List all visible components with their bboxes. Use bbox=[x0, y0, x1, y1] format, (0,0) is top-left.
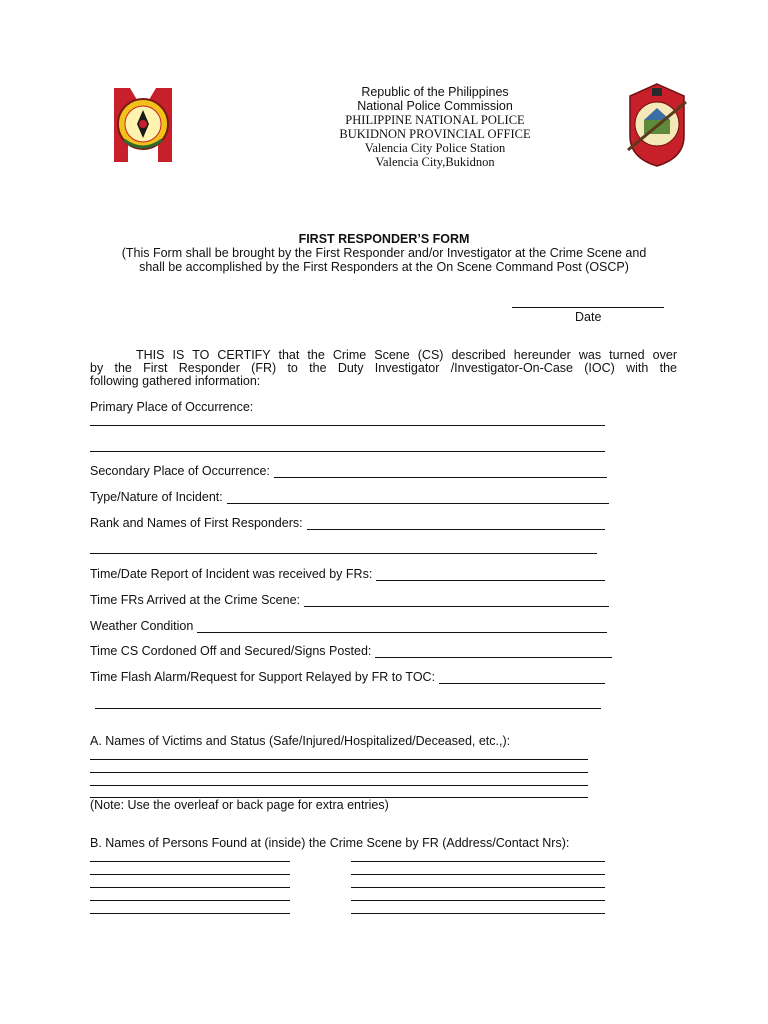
weather-field[interactable] bbox=[90, 619, 607, 633]
time-flash-label: Time Flash Alarm/Request for Support Relayed by FR to TOC: bbox=[90, 670, 436, 684]
header-republic: Republic of the Philippines bbox=[361, 85, 509, 99]
certify-line-1: THIS IS TO CERTIFY that the Crime Scene (CS) described hereunder was turned over bbox=[136, 348, 677, 362]
time-received-blank[interactable] bbox=[376, 570, 605, 581]
time-received-field[interactable] bbox=[90, 567, 605, 581]
certify-line-3: following gathered information: bbox=[90, 374, 261, 388]
secondary-place-blank[interactable] bbox=[274, 467, 607, 478]
time-cordoned-label: Time CS Cordoned Off and Secured/Signs Posted: bbox=[90, 644, 372, 658]
persons-right-line-2[interactable] bbox=[351, 874, 605, 875]
form-title: FIRST RESPONDER’S FORM bbox=[298, 232, 470, 246]
type-incident-label: Type/Nature of Incident: bbox=[90, 490, 223, 504]
subtitle-line-2: shall be accomplished by the First Responders at the On Scene Command Post (OSCP) bbox=[139, 260, 629, 274]
persons-left-line-4[interactable] bbox=[90, 900, 290, 901]
time-flash-blank[interactable] bbox=[439, 673, 605, 684]
time-flash-field[interactable] bbox=[90, 670, 605, 684]
persons-right-line-4[interactable] bbox=[351, 900, 605, 901]
pnp-seal-icon bbox=[108, 80, 178, 173]
time-arrived-field[interactable] bbox=[90, 593, 609, 607]
rank-names-label: Rank and Names of First Responders: bbox=[90, 516, 303, 530]
victims-line-1[interactable] bbox=[90, 759, 588, 760]
header-station: Valencia City Police Station bbox=[364, 141, 506, 155]
time-arrived-label: Time FRs Arrived at the Crime Scene: bbox=[90, 593, 301, 607]
persons-right-line-5[interactable] bbox=[351, 913, 605, 914]
secondary-place-field[interactable] bbox=[90, 464, 607, 478]
subtitle-line-1: (This Form shall be brought by the First Responder and/or Investigator at the Crime Scene and bbox=[121, 246, 647, 260]
persons-right-line-3[interactable] bbox=[351, 887, 605, 888]
secondary-place-label: Secondary Place of Occurrence: bbox=[90, 464, 270, 478]
time-flash-line-2[interactable] bbox=[95, 708, 601, 709]
form-subtitle bbox=[0, 246, 768, 274]
header-provincial-office: BUKIDNON PROVINCIAL OFFICE bbox=[339, 127, 531, 141]
header-pnp: PHILIPPINE NATIONAL POLICE bbox=[345, 113, 525, 127]
primary-place-line-1[interactable] bbox=[90, 425, 605, 426]
persons-left-line-5[interactable] bbox=[90, 913, 290, 914]
certify-line-2: by the First Responder (FR) to the Duty Investigator /Investigator-On-Case (IOC) with the bbox=[90, 361, 677, 375]
section-a-label: A. Names of Victims and Status (Safe/Injured/Hospitalized/Deceased, etc.,): bbox=[90, 734, 511, 748]
time-received-label: Time/Date Report of Incident was received by FRs: bbox=[90, 567, 373, 581]
time-arrived-blank[interactable] bbox=[304, 596, 609, 607]
rank-names-line-2[interactable] bbox=[90, 553, 597, 554]
persons-right-line-1[interactable] bbox=[351, 861, 605, 862]
victims-line-3[interactable] bbox=[90, 785, 588, 786]
type-incident-field[interactable] bbox=[90, 490, 609, 504]
date-label: Date bbox=[575, 310, 602, 324]
certification-paragraph bbox=[90, 349, 677, 388]
persons-left-line-1[interactable] bbox=[90, 861, 290, 862]
time-cordoned-field[interactable] bbox=[90, 644, 612, 658]
primary-place-line-2[interactable] bbox=[90, 451, 605, 452]
victims-line-2[interactable] bbox=[90, 772, 588, 773]
note-text: (Note: Use the overleaf or back page for extra entries) bbox=[90, 798, 389, 812]
persons-left-line-3[interactable] bbox=[90, 887, 290, 888]
type-incident-blank[interactable] bbox=[227, 493, 609, 504]
rank-names-field[interactable] bbox=[90, 516, 605, 530]
section-b-label: B. Names of Persons Found at (inside) the Crime Scene by FR (Address/Contact Nrs): bbox=[90, 836, 570, 850]
rank-names-blank[interactable] bbox=[307, 519, 605, 530]
persons-left-line-2[interactable] bbox=[90, 874, 290, 875]
header-city: Valencia City,Bukidnon bbox=[375, 155, 495, 169]
time-cordoned-blank[interactable] bbox=[375, 647, 612, 658]
weather-label: Weather Condition bbox=[90, 619, 194, 633]
header-napolcom: National Police Commission bbox=[357, 99, 513, 113]
date-field[interactable] bbox=[512, 307, 664, 308]
weather-blank[interactable] bbox=[197, 622, 607, 633]
header-block bbox=[200, 85, 670, 169]
primary-place-label: Primary Place of Occurrence: bbox=[90, 400, 254, 414]
